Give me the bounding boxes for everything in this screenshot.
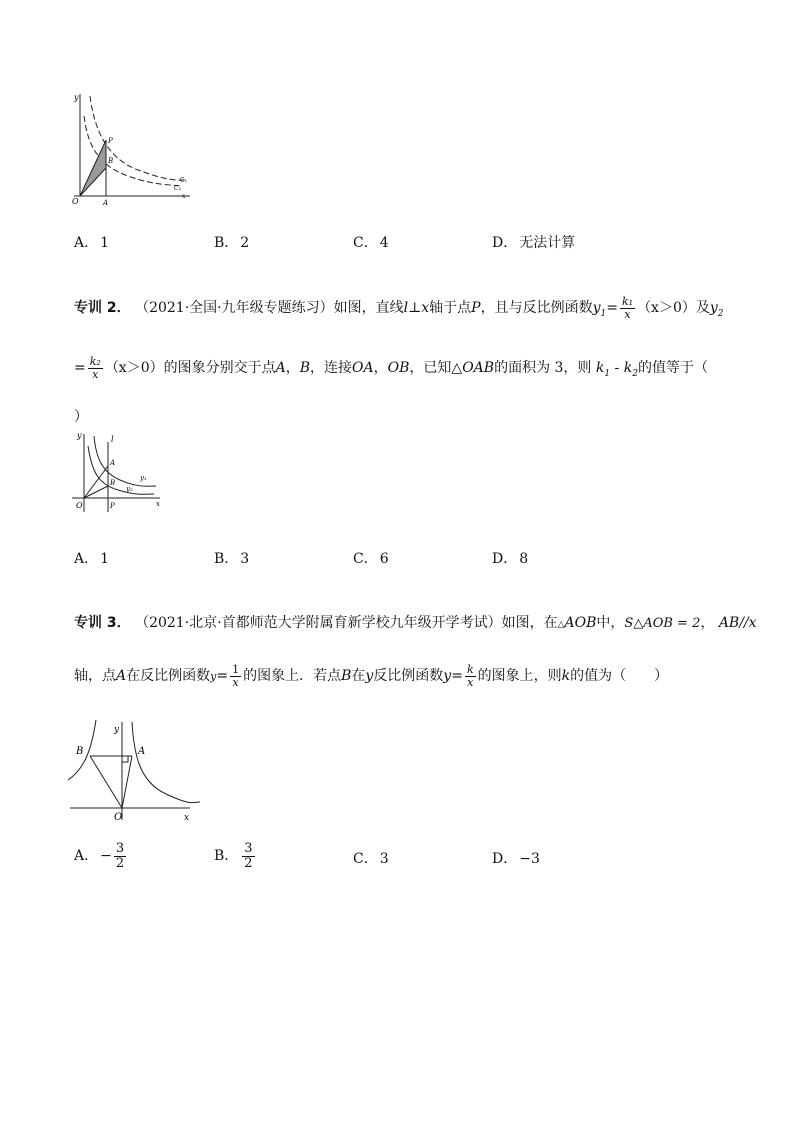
q1-label-o: O <box>72 197 79 206</box>
q2-option-d-text: 8 <box>519 551 529 567</box>
q1-label-c2: C₂ <box>174 185 181 192</box>
q2-curve-y2 <box>88 446 154 494</box>
q2-option-c[interactable] <box>353 548 389 568</box>
q3-tag: 专训 3 <box>74 615 117 631</box>
q3-option-b-letter: B． <box>214 848 239 865</box>
q2-frac-2: $\frac{\text{k₂}}{x}$ <box>89 355 101 381</box>
q1-option-c[interactable] <box>353 232 389 252</box>
q1-option-a-letter: A． <box>74 235 99 251</box>
q3-figure <box>66 716 202 824</box>
q3-t7: 反比例函数 <box>373 668 444 685</box>
q3-option-b[interactable] <box>214 842 257 870</box>
q2-frac-1: $\frac{\text{k₁}}{x}$ <box>621 295 634 321</box>
q3-option-d[interactable] <box>492 848 540 868</box>
q2-label-y: y <box>77 431 82 440</box>
q2-label-y2: y₂ <box>126 485 133 493</box>
q3-option-a-sign: − <box>100 848 112 865</box>
q1-label-b: B <box>108 157 114 165</box>
q2-line-1: 专训 2． （2021·全国·九年级专题练习）如图，直线l⊥x轴于点P，且与反比例函数$y_1=$ $\frac{\text{k₁}}{x}$ （x＞0）及$y_2$ <box>74 295 724 321</box>
q2-label-o: O <box>76 501 83 510</box>
q3-t9: 的值为（ ） <box>570 668 669 685</box>
q2-label-p: P <box>110 502 115 510</box>
q2-t2: ，且与反比例函数 <box>480 300 593 317</box>
q1-option-b[interactable] <box>214 232 249 252</box>
q3-line-2: 轴，点A在反比例函数y= $\frac{1}{x}$ 的图象上．若点B在y反比例函数y= $\frac{k}{x}$ 的图象上，则k的值为（ ） <box>74 663 669 689</box>
q3-label-b: B <box>76 746 84 757</box>
q2-option-a[interactable] <box>74 548 109 568</box>
q2-option-d-letter: D． <box>492 551 518 567</box>
q3-label-x: x <box>184 813 190 823</box>
q3-option-c-letter: C． <box>353 851 378 867</box>
q3-label-a: A <box>138 746 146 757</box>
q2-label-l: l <box>111 435 114 444</box>
q1-label-c1: C₁ <box>180 177 187 184</box>
q2-t5: ，连接 <box>310 360 353 377</box>
q1-option-c-letter: C． <box>353 235 378 251</box>
q3-curve-right <box>132 722 200 803</box>
q3-label-o: O <box>114 812 123 823</box>
q1-option-d-letter: D． <box>492 235 518 251</box>
q3-t5: 的图象上．若点 <box>243 668 342 685</box>
q3-right-angle-mark <box>122 756 128 762</box>
q3-t8: 的图象上，则 <box>477 668 562 685</box>
q1-option-a[interactable] <box>74 232 109 252</box>
q2-segment-oa <box>84 466 108 498</box>
q2-label-x: x <box>156 500 160 508</box>
q3-frac-a: $\frac{1}{x}$ <box>232 663 240 689</box>
q2-option-a-text: 1 <box>100 551 110 567</box>
q2-option-d[interactable] <box>492 548 528 568</box>
q3-option-a[interactable] <box>74 842 128 870</box>
q3-t3: 轴，点 <box>74 668 116 685</box>
q3-option-d-text: −3 <box>519 851 540 867</box>
q2-option-b[interactable] <box>214 548 249 568</box>
q3-option-d-letter: D． <box>492 851 518 867</box>
q2-t6: ，已知△ <box>409 360 463 377</box>
q2-tag: 专训 2 <box>74 300 117 317</box>
q1-label-y: y <box>74 93 79 102</box>
q3-frac-b: $\frac{k}{x}$ <box>466 663 474 689</box>
q3-option-a-frac: $\frac{3}{2}$ <box>115 841 125 871</box>
q1-option-c-text: 4 <box>379 235 389 251</box>
q1-option-b-letter: B． <box>214 235 239 251</box>
q2-label-a: A <box>110 459 116 467</box>
q3-source: （2021·北京·首都师范大学附属育新学校九年级开学考试）如图，在 <box>135 615 558 631</box>
q2-t8: 的值等于（ <box>637 360 708 377</box>
q3-option-b-frac: $\frac{3}{2}$ <box>244 841 253 871</box>
q3-option-c-text: 3 <box>379 851 389 867</box>
q3-t1: 中， <box>596 615 625 631</box>
q2-figure <box>68 428 168 518</box>
q2-source: （2021·全国·九年级专题练习）如图，直线 <box>135 300 404 317</box>
q3-segment-oa <box>122 756 132 808</box>
q1-label-a: A <box>103 199 109 207</box>
q2-option-b-text: 3 <box>240 551 250 567</box>
q3-ab-parallel: AB//x <box>718 615 757 631</box>
q2-t4: （x＞0）的图象分别交于点 <box>104 360 276 377</box>
q3-area-expr: S△AOB = 2 <box>624 616 701 631</box>
q2-t3: （x＞0）及 <box>637 300 710 317</box>
q2-segment-ob <box>84 486 108 498</box>
q2-option-b-letter: B． <box>214 551 239 567</box>
q1-label-x: x <box>182 193 186 200</box>
q2-option-c-text: 6 <box>379 551 389 567</box>
q2-close-paren: ） <box>74 409 88 425</box>
q3-option-c[interactable] <box>353 848 389 868</box>
q1-figure <box>68 88 198 208</box>
q3-t2: ， <box>700 615 715 631</box>
q2-line-2: = $\frac{\text{k₂}}{x}$ （x＞0）的图象分别交于点A，B，连接OA，OB，已知△OAB的面积为 3，则 $k_1 - k_2$的值等于（ <box>74 355 708 381</box>
q2-label-y1: y₁ <box>140 474 147 482</box>
q3-t6: 在 <box>351 668 366 685</box>
q2-option-c-letter: C． <box>353 551 378 567</box>
q3-option-a-letter: A． <box>74 848 99 865</box>
q1-option-d-text: 无法计算 <box>519 235 576 251</box>
q3-segment-ob <box>90 756 122 808</box>
q1-option-b-text: 2 <box>240 235 250 251</box>
q2-t1: 轴于点 <box>429 300 472 317</box>
q1-option-a-text: 1 <box>100 235 110 251</box>
q2-t7: 的面积为 3，则 <box>494 360 592 377</box>
q3-t4: 在反比例函数 <box>126 668 211 685</box>
q1-shaded-triangle <box>80 140 106 196</box>
q3-label-y: y <box>114 725 120 735</box>
q1-option-d[interactable] <box>492 232 575 252</box>
q1-label-p: P <box>108 137 113 145</box>
q2-label-b: B <box>110 479 116 487</box>
q2-option-a-letter: A． <box>74 551 99 567</box>
q3-line-1: 专训 3． （2021·北京·首都师范大学附属育新学校九年级开学考试）如图，在△AOB中，S△AOB = 2， AB//x <box>74 615 757 631</box>
